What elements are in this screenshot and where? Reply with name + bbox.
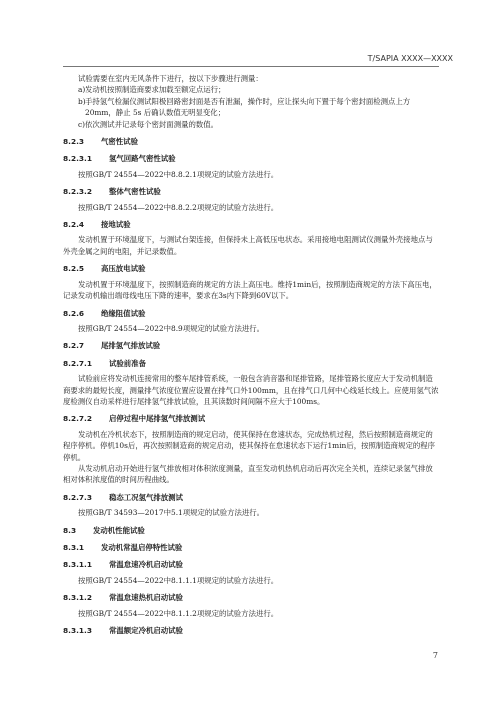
section-heading bbox=[63, 559, 439, 570]
section-body: 按照GB/T 24554—2022中8.1.1.2项规定的试验方法进行。 bbox=[78, 608, 279, 618]
section-heading bbox=[63, 413, 439, 424]
section-title: 启停过程中尾排氢气排放测试 bbox=[109, 414, 206, 424]
section-heading bbox=[63, 340, 439, 351]
section-title: 尾排氢气排放试验 bbox=[101, 341, 161, 351]
section-title: 发动机常温启停特性试验 bbox=[101, 543, 183, 552]
section-number: 8.2.4 bbox=[63, 220, 85, 230]
section-number: 8.2.5 bbox=[63, 264, 85, 274]
section-body: 按照GB/T 24554—2022中8.9项规定的试验方法进行。 bbox=[78, 323, 265, 333]
section-title: 常温额定冷机启动试验 bbox=[109, 626, 183, 636]
section-title: 常温怠速热机启动试验 bbox=[109, 593, 183, 603]
section-number: 8.2.6 bbox=[63, 308, 85, 318]
section-title: 整体气密性试验 bbox=[109, 187, 161, 197]
list-item bbox=[63, 119, 439, 130]
section-body: 发动机在冷机状态下，按照制造商的规定启动，使其保持在怠速状态，完成热机过程，然后按照制造商规定的程序停机。停机10s后，再次按照制造商的规定启动，使其保持在怠速状态下运行1min后，按照制造商规定的程序停机。 bbox=[63, 429, 436, 462]
section-heading bbox=[63, 186, 439, 197]
list-text: 发动机按照制造商要求加载至额定点运行； bbox=[85, 85, 226, 95]
section-number: 8.3.1.3 bbox=[63, 626, 92, 636]
section-title: 氢气回路气密性试验 bbox=[109, 154, 176, 164]
section-body: 按照GB/T 24554—2022中8.8.2.1项规定的试验方法进行。 bbox=[78, 169, 279, 179]
section-heading bbox=[63, 263, 439, 274]
section-heading bbox=[63, 625, 439, 636]
section-title: 试验前准备 bbox=[109, 358, 146, 368]
list-text: 依次测试并记录每个密封面测量的数值。 bbox=[85, 119, 219, 129]
list-marker: c) bbox=[78, 119, 86, 129]
section-number: 8.2.7 bbox=[63, 341, 85, 351]
section-number: 8.2.3.1 bbox=[63, 154, 92, 164]
section-heading bbox=[63, 219, 439, 230]
section-heading bbox=[63, 492, 439, 503]
page-number: 7 bbox=[432, 651, 438, 660]
section-heading bbox=[63, 358, 439, 369]
intro-text: 试验需要在室内无风条件下进行，按以下步骤进行测量： bbox=[78, 74, 263, 83]
section-number: 8.3.1 bbox=[63, 543, 85, 552]
section-heading bbox=[63, 136, 439, 147]
section-number: 8.2.7.3 bbox=[63, 492, 92, 502]
section-title: 接地试验 bbox=[101, 220, 131, 230]
section-title: 绝缘阻值试验 bbox=[101, 308, 146, 318]
list-item bbox=[63, 96, 439, 119]
section-number: 8.2.3 bbox=[63, 137, 85, 147]
section-title: 稳态工况氢气排放测试 bbox=[109, 492, 183, 502]
section-title: 高压放电试验 bbox=[101, 264, 146, 274]
section-number: 8.2.3.2 bbox=[63, 187, 92, 197]
list-item bbox=[63, 84, 439, 95]
section-body: 从发动机启动开始进行氢气排放相对体积浓度测量，直至发动机热机启动后再次完全关机，连续记录氢气排放相对体积浓度值的时间历程曲线。 bbox=[63, 463, 433, 485]
section-number: 8.2.7.2 bbox=[63, 414, 92, 424]
list-marker: a) bbox=[78, 85, 86, 95]
section-heading bbox=[63, 308, 439, 319]
header-divider bbox=[63, 66, 439, 67]
list-marker: b) bbox=[78, 96, 86, 106]
section-number: 8.2.7.1 bbox=[63, 358, 92, 368]
section-body: 按照GB/T 24554—2022中8.8.2.2项规定的试验方法进行。 bbox=[78, 202, 279, 212]
section-number: 8.3 bbox=[63, 525, 77, 535]
section-heading bbox=[63, 525, 439, 536]
section-heading bbox=[63, 592, 439, 603]
section-body: 发动机置于环境温度下，按照制造商的规定的方法上高压电。维持1min后，按照制造商规定的方法下高压电，记录发动机输出端母线电压下降的速率，要求在3s内下降到60V以下。 bbox=[63, 279, 437, 301]
document-id: T/SAPIA XXXX—XXXX bbox=[367, 54, 453, 63]
page-content bbox=[63, 73, 439, 640]
section-title: 常温怠速冷机启动试验 bbox=[109, 560, 183, 570]
section-number: 8.3.1.2 bbox=[63, 593, 92, 603]
section-body: 发动机置于环境温度下，与测试台架连接，但保持未上高低压电状态。采用接地电阻测试仪测量外壳接地点与外壳金属之间的电阻，并记录数值。 bbox=[63, 235, 433, 256]
section-body: 按照GB/T 34593—2017中5.1项规定的试验方法进行。 bbox=[78, 508, 265, 518]
section-heading bbox=[63, 153, 439, 164]
section-body: 试验前应将发动机连接常用的整车尾排管系统，一般包含消音器和尾排管路，尾排管路长度应大于发动机制造商要求的最短长度，测量排气浓度位置应设置在排气口外100mm，且在排气口几何中心线延长线上。应使用氢气浓度检测仪自动采样进行尾排氢气排放试验，且其读数时间间隔不应大于100ms。 bbox=[63, 374, 439, 406]
section-body: 按照GB/T 24554—2022中8.1.1.1项规定的试验方法进行。 bbox=[78, 575, 279, 585]
section-title: 发动机性能试验 bbox=[93, 525, 145, 535]
section-title: 气密性试验 bbox=[101, 137, 138, 147]
list-text: 手持氢气检漏仪测试阳极回路密封面是否有泄漏，操作时，应让探头向下置于每个密封面检测点上方 20mm，静止 5s 后确认数值无明显变化； bbox=[85, 96, 411, 118]
section-number: 8.3.1.1 bbox=[63, 560, 92, 570]
section-heading bbox=[63, 542, 439, 553]
